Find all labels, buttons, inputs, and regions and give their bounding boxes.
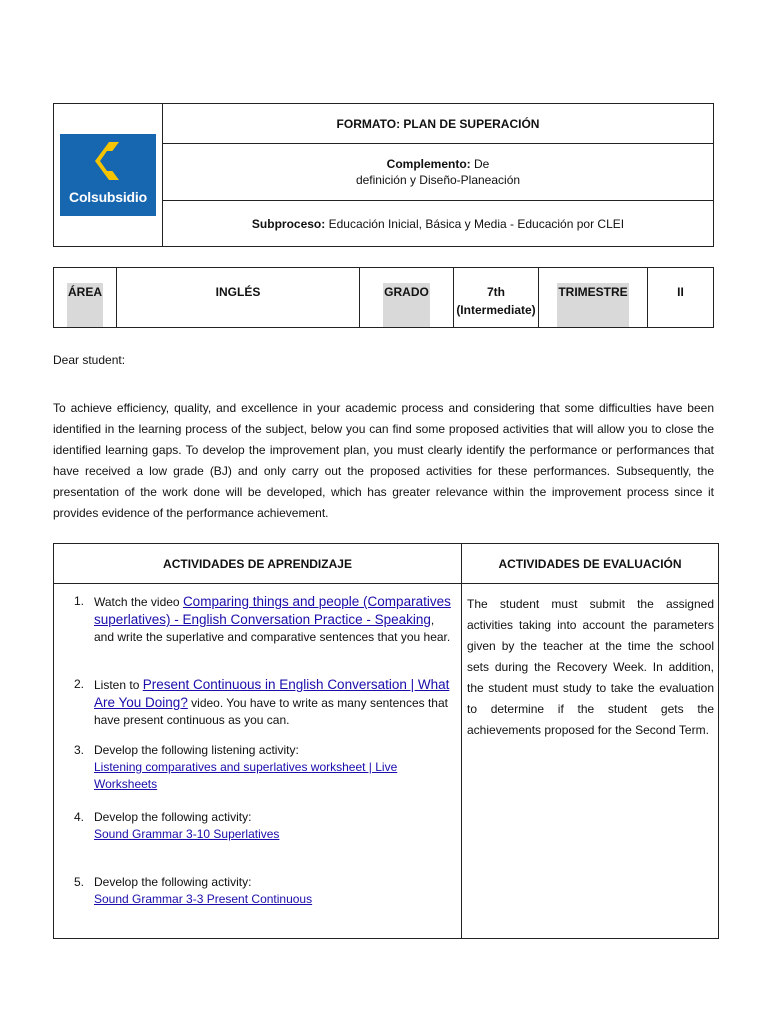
subproceso-value: Educación Inicial, Básica y Media - Educación por CLEI bbox=[328, 216, 625, 231]
activity-number: 1. bbox=[74, 594, 85, 608]
activity-text: Watch the video bbox=[94, 595, 183, 609]
activity-link-present-continuous-video[interactable]: Present Continuous in English Conversation | What Are You Doing? bbox=[94, 677, 450, 710]
grado-label-cell bbox=[360, 268, 454, 327]
complemento-value-2: definición y Diseño-Planeación bbox=[355, 173, 521, 187]
area-value-cell bbox=[117, 268, 360, 327]
learning-activities-header: ACTIVIDADES DE APRENDIZAJE bbox=[54, 544, 462, 583]
activity-link-present-continuous[interactable]: Sound Grammar 3-3 Present Continuous bbox=[94, 892, 313, 906]
activity-link-listening-worksheet[interactable]: Listening comparatives and superlatives worksheet | Live Worksheets bbox=[94, 760, 398, 791]
logo-cell bbox=[54, 104, 163, 246]
activity-item-1 bbox=[74, 593, 454, 646]
activity-number: 5. bbox=[74, 875, 85, 889]
grado-value-cell bbox=[454, 268, 539, 327]
subproceso-cell bbox=[163, 201, 713, 246]
activity-item-3 bbox=[74, 742, 454, 793]
activity-number: 2. bbox=[74, 677, 85, 691]
activity-text-after: video. You have to write as many sentences that have present continuous as you can. bbox=[94, 696, 448, 727]
complemento-cell bbox=[163, 144, 713, 201]
activity-text: Develop the following activity: bbox=[94, 810, 252, 824]
trimestre-value-cell bbox=[648, 268, 713, 327]
grado-value-2: (Intermediate) bbox=[456, 303, 536, 317]
activity-link-comparing-video[interactable]: Comparing things and people (Comparatives superlatives) - English Conversation Practice - Speaking bbox=[94, 594, 451, 627]
logo-chevron-icon bbox=[93, 142, 123, 180]
trimestre-label: TRIMESTRE bbox=[557, 283, 628, 327]
activities-body bbox=[54, 584, 718, 939]
activity-link-superlatives[interactable]: Sound Grammar 3-10 Superlatives bbox=[94, 827, 280, 841]
trimestre-value: II bbox=[677, 285, 684, 299]
area-table bbox=[53, 267, 714, 328]
area-value: INGLÉS bbox=[215, 285, 261, 299]
activity-item-2 bbox=[74, 676, 454, 729]
complemento-label: Complemento: bbox=[386, 157, 471, 171]
activity-item-4 bbox=[74, 809, 454, 843]
greeting: Dear student: bbox=[53, 353, 126, 367]
activity-number: 4. bbox=[74, 810, 85, 824]
activity-text: Develop the following activity: bbox=[94, 875, 252, 889]
evaluation-activities-text: The student must submit the assigned activities taking into account the parameters given by the teacher at the time the school sets during the Recovery Week. In addition, the student must study to take the evaluation to determine if the student gets the achievements proposed for the Second Term. bbox=[467, 597, 714, 737]
header-info bbox=[163, 104, 713, 246]
activity-text: Listen to bbox=[94, 678, 143, 692]
subproceso-label: Subproceso: bbox=[251, 216, 326, 231]
activity-text: Develop the following listening activity: bbox=[94, 743, 299, 757]
area-label: ÁREA bbox=[67, 283, 103, 327]
activities-table bbox=[53, 543, 719, 939]
activity-item-5 bbox=[74, 874, 454, 908]
grado-label: GRADO bbox=[383, 283, 430, 327]
activity-text-after: , and write the superlative and comparative sentences that you hear. bbox=[94, 613, 451, 644]
formato-title: FORMATO: PLAN DE SUPERACIÓN bbox=[163, 104, 713, 144]
intro-paragraph: To achieve efficiency, quality, and excellence in your academic process and considering that some difficulties have been identified in the learning process of the subject, below you can find some proposed activities that will allow you to close the identified learning gaps. To develop the improvement plan, you must clearly identify the performance or performances that have received a low grade (BJ) and only carry out the proposed activities for these performances. Subsequently, the presentation of the work done will be developed, which has greater relevance within the improvement process since it provides evidence of the performance achievement. bbox=[53, 401, 714, 520]
complemento-value-1: De bbox=[474, 157, 490, 171]
learning-activities-list bbox=[54, 584, 462, 939]
colsubsidio-logo bbox=[60, 134, 156, 216]
evaluation-activities-header: ACTIVIDADES DE EVALUACIÓN bbox=[498, 556, 682, 571]
logo-text: Colsubsidio bbox=[69, 189, 147, 205]
activities-header bbox=[54, 544, 718, 584]
header-table bbox=[53, 103, 714, 247]
area-label-cell bbox=[54, 268, 117, 327]
activity-number: 3. bbox=[74, 743, 85, 757]
trimestre-label-cell bbox=[539, 268, 648, 327]
grado-value-1: 7th bbox=[487, 285, 505, 299]
